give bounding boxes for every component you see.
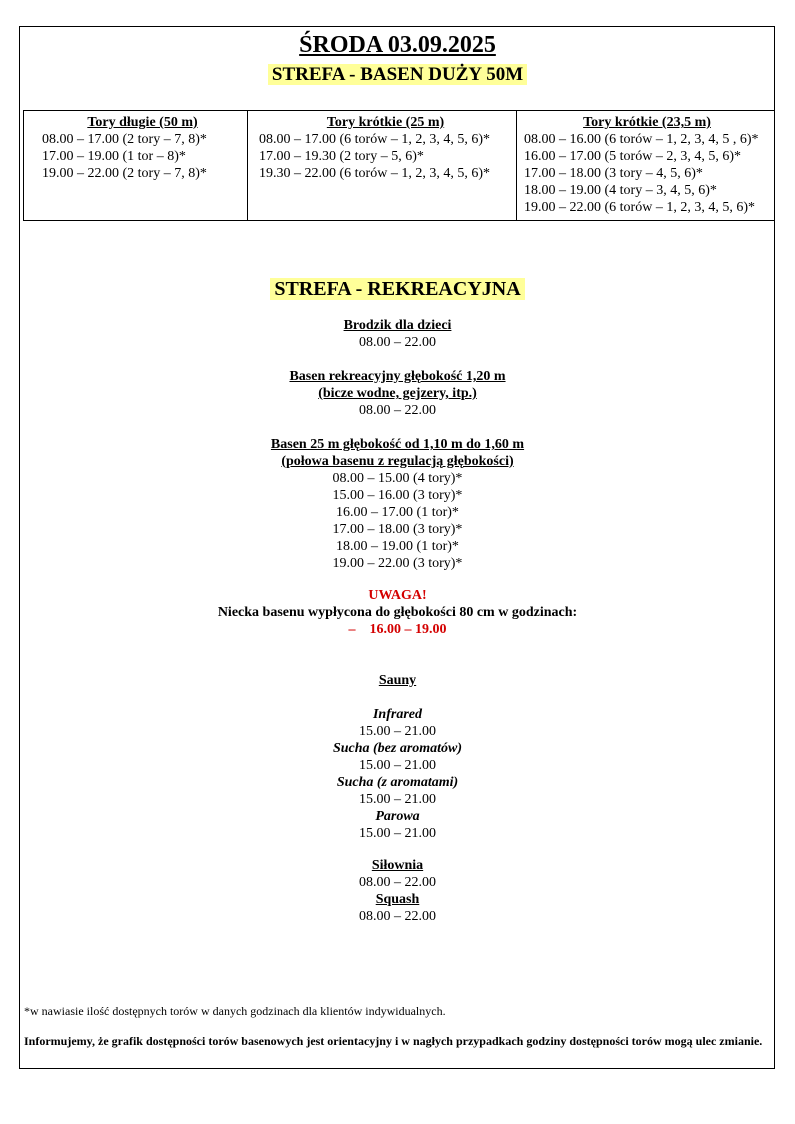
disclaimer: Informujemy, że grafik dostępności torów basenowych jest orientacyjny i w nagłych przypadkach godziny dostępności torów mogą ulec zmianie. — [24, 1034, 763, 1048]
sauna-hours: 15.00 – 21.00 — [359, 758, 436, 773]
lanes-column-short23 — [517, 111, 775, 221]
squash-hours: 08.00 – 22.00 — [359, 909, 436, 924]
sauna-name: Infrared — [372, 707, 422, 722]
column-heading: Tory krótkie (25 m) — [326, 115, 445, 130]
sauna-name: Parowa — [375, 809, 420, 824]
pool25-row: 18.00 – 19.00 (1 tor)* — [336, 539, 459, 554]
lane-row: 19.00 – 22.00 (2 tory – 7, 8)* — [42, 166, 207, 181]
saunas-heading: Sauny — [378, 673, 417, 688]
zone-title — [0, 62, 795, 88]
kids-pool-section — [0, 317, 795, 351]
kids-pool-hours: 08.00 – 22.00 — [359, 335, 436, 350]
lane-row: 08.00 – 16.00 (6 torów – 1, 2, 3, 4, 5 , 6)* — [524, 132, 759, 147]
notice-hours: 16.00 – 19.00 — [369, 622, 447, 637]
column-heading: Tory długie (50 m) — [87, 115, 198, 130]
lane-row: 17.00 – 18.00 (3 tory – 4, 5, 6)* — [524, 166, 703, 181]
rec-pool-section — [0, 368, 795, 419]
table-row — [24, 111, 775, 221]
pool25-heading: Basen 25 m głębokość od 1,10 m do 1,60 m — [270, 437, 525, 452]
pool25-row: 16.00 – 17.00 (1 tor)* — [336, 505, 459, 520]
kids-pool-heading: Brodzik dla dzieci — [343, 318, 452, 333]
lane-row: 17.00 – 19.30 (2 tory – 5, 6)* — [259, 149, 424, 164]
squash-heading: Squash — [375, 892, 420, 907]
pool25-row: 17.00 – 18.00 (3 tory)* — [332, 522, 463, 537]
lane-row: 18.00 – 19.00 (4 tory – 3, 4, 5, 6)* — [524, 183, 717, 198]
saunas-section — [0, 672, 795, 842]
lanes-column-long — [24, 111, 248, 221]
notice-section — [0, 587, 795, 638]
pool25-row: 15.00 – 16.00 (3 tory)* — [332, 488, 463, 503]
recreation-title — [0, 275, 795, 303]
sauna-hours: 15.00 – 21.00 — [359, 792, 436, 807]
lane-row: 19.30 – 22.00 (6 torów – 1, 2, 3, 4, 5, 6)* — [259, 166, 490, 181]
notice-text: Niecka basenu wypłycona do głębokości 80 cm w godzinach: — [217, 605, 578, 620]
pool25-subheading: (połowa basenu z regulacją głębokości) — [281, 454, 514, 469]
notice-dash: – — [348, 622, 356, 637]
rec-pool-heading: Basen rekreacyjny głębokość 1,20 m — [289, 369, 506, 384]
sauna-hours: 15.00 – 21.00 — [359, 826, 436, 841]
sauna-name: Sucha (z aromatami) — [336, 775, 459, 790]
column-heading: Tory krótkie (23,5 m) — [583, 115, 711, 130]
notice-label: UWAGA! — [368, 588, 427, 603]
lanes-table — [23, 110, 775, 221]
zone-title-text: STREFA - BASEN DUŻY 50M — [268, 64, 527, 85]
sauna-hours: 15.00 – 21.00 — [359, 724, 436, 739]
notice-hours-line — [0, 621, 795, 638]
lane-row: 19.00 – 22.00 (6 torów – 1, 2, 3, 4, 5, 6)* — [524, 200, 755, 215]
lane-row: 17.00 – 19.00 (1 tor – 8)* — [42, 149, 186, 164]
pool25-section — [0, 436, 795, 572]
pool25-row: 19.00 – 22.00 (3 tory)* — [332, 556, 463, 571]
lane-row: 16.00 – 17.00 (5 torów – 2, 3, 4, 5, 6)* — [524, 149, 741, 164]
gym-hours: 08.00 – 22.00 — [359, 875, 436, 890]
recreation-title-text: STREFA - REKREACYJNA — [270, 278, 524, 300]
rec-pool-subheading: (bicze wodne, gejzery, itp.) — [318, 386, 477, 401]
gym-squash-section — [0, 857, 795, 925]
pool25-row: 08.00 – 15.00 (4 tory)* — [332, 471, 463, 486]
footnote: *w nawiasie ilość dostępnych torów w danych godzinach dla klientów indywidualnych. — [24, 1004, 446, 1018]
lane-row: 08.00 – 17.00 (6 torów – 1, 2, 3, 4, 5, 6)* — [259, 132, 490, 147]
gym-heading: Siłownia — [371, 858, 424, 873]
date-title: ŚRODA 03.09.2025 — [299, 32, 496, 58]
rec-pool-hours: 08.00 – 22.00 — [359, 403, 436, 418]
sauna-name: Sucha (bez aromatów) — [332, 741, 463, 756]
lanes-column-short25 — [248, 111, 517, 221]
lane-row: 08.00 – 17.00 (2 tory – 7, 8)* — [42, 132, 207, 147]
